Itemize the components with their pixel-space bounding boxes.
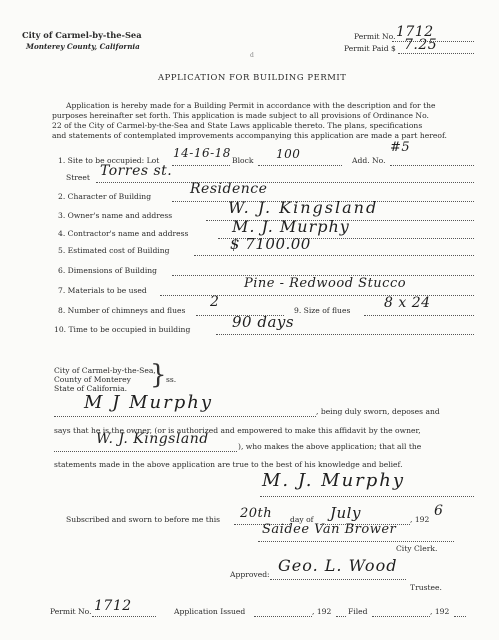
add-no-value: #5 <box>390 140 411 155</box>
permit-paid-line <box>398 53 474 54</box>
issued-label: Application Issued <box>174 607 246 616</box>
footer-permit-no-label: Permit No. <box>50 607 92 616</box>
add-no-line <box>390 165 474 166</box>
trustee-sig-line <box>270 579 406 580</box>
deponent-signature: M J Murphy <box>84 392 214 413</box>
block-value: 100 <box>276 147 301 161</box>
issued-year: , 192 <box>312 607 332 616</box>
site-label: 1. Site to be occupied: Lot <box>58 156 160 165</box>
intro-line-1: Application is hereby made for a Building Permit in accordance with the description and for the <box>66 101 436 110</box>
filed-year-line <box>454 616 466 617</box>
flue-size-value: 8 x 24 <box>384 295 431 311</box>
issued-line <box>254 616 312 617</box>
venue-brace: } <box>150 360 167 390</box>
says-text-1: says that he is the owner, (or is authorized and empowered to make this affidavit by the owner, <box>54 426 421 435</box>
footer-permit-no-line <box>92 616 156 617</box>
clerk-signature: Saidee Van Brower <box>262 522 397 537</box>
trustee-signature: Geo. L. Wood <box>278 556 398 575</box>
approved-label: Approved: <box>230 570 270 579</box>
page-title: APPLICATION FOR BUILDING PERMIT <box>158 72 347 82</box>
time-label: 10. Time to be occupied in building <box>54 325 191 334</box>
footer-permit-no-value: 1712 <box>94 598 132 614</box>
ss-label: ss. <box>166 375 177 384</box>
filed-label: Filed <box>348 607 368 616</box>
permit-no-value: 1712 <box>396 24 434 40</box>
city-name: City of Carmel-by-the-Sea <box>22 30 142 40</box>
street-value: Torres st. <box>100 163 173 179</box>
owner-signature: W. J. Kingsland <box>96 431 209 447</box>
street-label: Street <box>66 173 90 182</box>
intro-line-3: 22 of the City of Carmel-by-the-Sea and State Laws applicable thereto. The plans, specifications <box>52 121 423 130</box>
day-value: 20th <box>240 506 273 521</box>
cost-label: 5. Estimated cost of Building <box>58 246 170 255</box>
dimensions-label: 6. Dimensions of Building <box>58 266 158 275</box>
filed-line <box>372 616 430 617</box>
contractor-label: 4. Contractor's name and address <box>58 229 189 238</box>
issued-year-line <box>336 616 346 617</box>
owner-value: W. J. Kingsland <box>228 198 379 217</box>
venue-county: County of Monterey <box>54 375 131 384</box>
cost-line <box>194 255 474 256</box>
deponent-line <box>54 416 316 417</box>
clerk-sig-line <box>258 541 454 542</box>
says-text-2: ), who makes the above application; that all the <box>238 442 422 451</box>
permit-paid-value: 7.25 <box>404 37 438 53</box>
says-text-3: statements made in the above application are true to the best of his knowledge and belief. <box>54 460 403 469</box>
venue-city: City of Carmel-by-the-Sea, <box>54 366 156 375</box>
chimneys-label: 8. Number of chimneys and flues <box>58 306 186 315</box>
subscribed-text: Subscribed and sworn to before me this <box>66 515 221 524</box>
corner-mark: d <box>250 52 254 59</box>
block-line <box>258 165 342 166</box>
time-line <box>216 334 474 335</box>
chimneys-value: 2 <box>210 294 220 310</box>
street-line <box>96 182 474 183</box>
applicant-signature: M. J. Murphy <box>262 470 406 491</box>
flue-size-label: 9. Size of flues <box>294 306 351 315</box>
flue-size-line <box>364 315 474 316</box>
lot-value: 14-16-18 <box>173 146 231 160</box>
owner-label: 3. Owner's name and address <box>58 211 173 220</box>
sworn-text: , being duly sworn, deposes and <box>316 407 440 416</box>
contractor-value: M. J. Murphy <box>232 217 350 236</box>
add-no-label: Add. No. <box>352 156 386 165</box>
block-label: Block <box>232 156 254 165</box>
venue-state: State of California. <box>54 384 128 393</box>
owner-sig-line <box>54 451 237 452</box>
permit-no-label: Permit No. <box>354 32 396 41</box>
day-label: day of <box>290 515 314 524</box>
permit-paid-label: Permit Paid $ <box>344 44 396 53</box>
county-name: Monterey County, California <box>26 42 140 51</box>
year-value: 6 <box>434 503 444 519</box>
materials-value: Pine - Redwood Stucco <box>244 276 407 291</box>
clerk-label: City Clerk. <box>396 544 438 553</box>
time-value: 90 days <box>232 313 295 331</box>
applicant-sig-line <box>260 496 474 497</box>
trustee-label: Trustee. <box>410 583 442 592</box>
year-prefix: , 192 <box>410 515 430 524</box>
intro-line-2: purposes hereinafter set forth. This application is made subject to all provisions of Ordinance No. <box>52 111 429 120</box>
intro-line-4: and statements of contemplated improvements accompanying this application are made a part hereof. <box>52 131 447 140</box>
character-value: Residence <box>190 181 268 197</box>
character-label: 2. Character of Building <box>58 192 152 201</box>
lot-line <box>172 165 230 166</box>
month-value: July <box>330 504 361 522</box>
materials-label: 7. Materials to be used <box>58 286 147 295</box>
cost-value: $ 7100.00 <box>230 235 311 253</box>
filed-year: , 192 <box>430 607 450 616</box>
